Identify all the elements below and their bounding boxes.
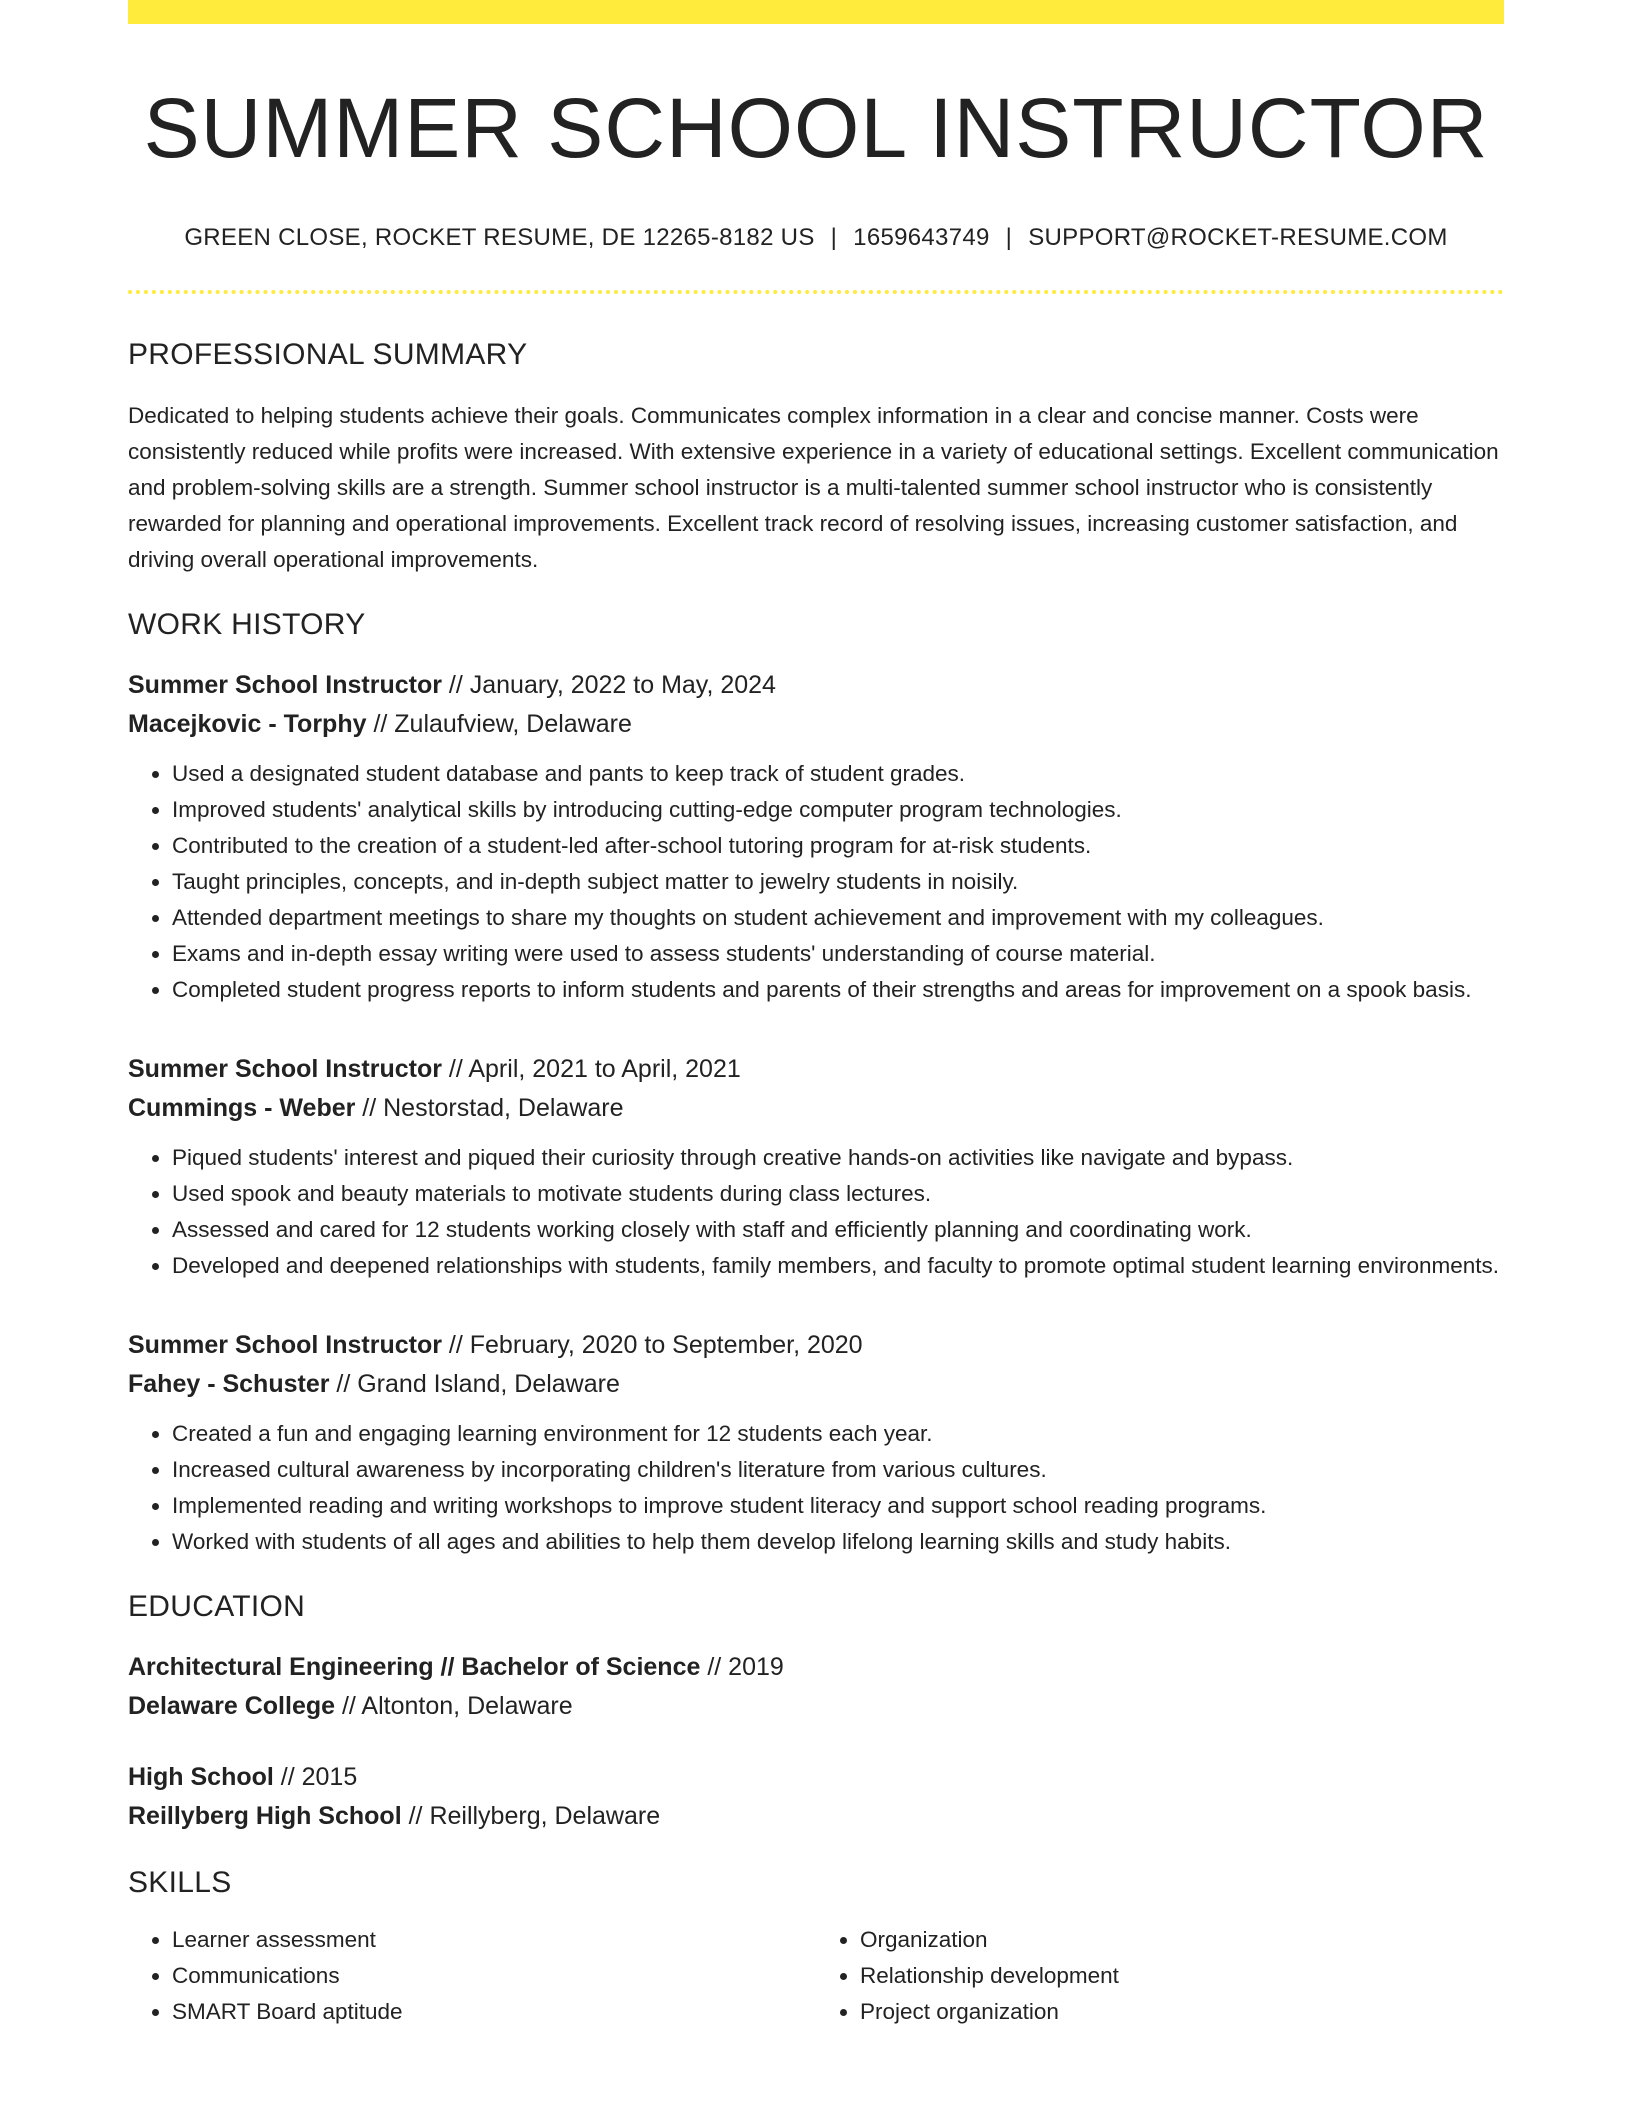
job-location: // Zulaufview, Delaware	[366, 710, 632, 739]
job-company-line	[128, 1089, 1504, 1128]
education-year: // 2015	[273, 1763, 358, 1792]
skills-column-left	[128, 1922, 816, 2030]
job-bullet: • Piqued students' interest and piqued their curiosity through creative hands-on activities like navigate and bypass.	[172, 1140, 1504, 1176]
job-bullet: • Increased cultural awareness by incorporating children's literature from various cultures.	[172, 1452, 1504, 1488]
job-company-line	[128, 705, 1504, 744]
job-company: Cummings - Weber	[128, 1094, 356, 1123]
education-location: // Altonton, Delaware	[335, 1692, 573, 1721]
skills-heading: SKILLS	[128, 1866, 232, 1900]
job-dates: // February, 2020 to September, 2020	[441, 1331, 863, 1360]
skill-item: • SMART Board aptitude	[172, 1994, 816, 2030]
education-degree: High School	[128, 1763, 274, 1792]
job-bullets	[128, 756, 1504, 1008]
education-degree-line	[128, 1648, 1504, 1687]
work-history-heading: WORK HISTORY	[128, 608, 366, 642]
skill-item: • Communications	[172, 1958, 816, 1994]
job-role: Summer School Instructor	[128, 1331, 442, 1360]
contact-separator: |	[830, 224, 838, 252]
dotted-divider	[128, 290, 1504, 294]
job-bullet: • Improved students' analytical skills by introducing cutting-edge computer program technologies.	[172, 792, 1504, 828]
job-bullet: • Taught principles, concepts, and in-depth subject matter to jewelry students in noisily.	[172, 864, 1504, 900]
education-entry	[128, 1758, 1504, 1836]
skills-grid	[128, 1922, 1504, 2030]
job-bullet: • Used a designated student database and pants to keep track of student grades.	[172, 756, 1504, 792]
job-bullet: • Created a fun and engaging learning environment for 12 students each year.	[172, 1416, 1504, 1452]
job-bullet: • Exams and in-depth essay writing were used to assess students' understanding of course material.	[172, 936, 1504, 972]
skill-item: • Relationship development	[860, 1958, 1504, 1994]
candidate-name: SUMMER SCHOOL INSTRUCTOR	[143, 81, 1489, 175]
job-bullet: • Worked with students of all ages and abilities to help them develop lifelong learning skills and study habits.	[172, 1524, 1504, 1560]
job-title-line	[128, 666, 1504, 705]
job-bullet: • Implemented reading and writing workshops to improve student literacy and support school reading programs.	[172, 1488, 1504, 1524]
job-entry	[128, 1326, 1504, 1560]
job-entry	[128, 1050, 1504, 1284]
job-dates: // January, 2022 to May, 2024	[441, 671, 776, 700]
skills-column-right	[816, 1922, 1504, 2030]
job-bullets	[128, 1140, 1504, 1284]
contact-line	[128, 224, 1504, 252]
education-degree-line	[128, 1758, 1504, 1797]
accent-top-bar	[128, 0, 1504, 24]
job-title-line	[128, 1326, 1504, 1365]
job-bullet: • Used spook and beauty materials to motivate students during class lectures.	[172, 1176, 1504, 1212]
job-bullet: • Developed and deepened relationships with students, family members, and faculty to promote optimal student learning environments.	[172, 1248, 1504, 1284]
job-company: Macejkovic - Torphy	[128, 710, 367, 739]
contact-email: SUPPORT@ROCKET-RESUME.COM	[1028, 224, 1448, 252]
job-bullets	[128, 1416, 1504, 1560]
education-heading: EDUCATION	[128, 1590, 306, 1624]
job-role: Summer School Instructor	[128, 1055, 442, 1084]
education-entry	[128, 1648, 1504, 1726]
job-title-line	[128, 1050, 1504, 1089]
job-bullet: • Assessed and cared for 12 students working closely with staff and efficiently planning and coordinating work.	[172, 1212, 1504, 1248]
job-company-line	[128, 1365, 1504, 1404]
job-role: Summer School Instructor	[128, 671, 442, 700]
education-school: Reillyberg High School	[128, 1802, 402, 1831]
skill-item: • Organization	[860, 1922, 1504, 1958]
job-location: // Grand Island, Delaware	[329, 1370, 620, 1399]
job-bullet: • Attended department meetings to share my thoughts on student achievement and improvement with my colleagues.	[172, 900, 1504, 936]
job-bullet: • Completed student progress reports to inform students and parents of their strengths and areas for improvement on a spook basis.	[172, 972, 1504, 1008]
education-school-line	[128, 1797, 1504, 1836]
summary-heading: PROFESSIONAL SUMMARY	[128, 338, 528, 372]
contact-phone: 1659643749	[853, 224, 990, 252]
contact-separator: |	[1005, 224, 1013, 252]
job-dates: // April, 2021 to April, 2021	[441, 1055, 741, 1084]
summary-text: Dedicated to helping students achieve their goals. Communicates complex information in a clear and concise manner. Costs were consistently reduced while profits were increased. With extensive experience in a variety of educational settings. Excellent communication and problem-solving skills are a strength. Summer school instructor is a multi-talented summer school instructor who is consistently rewarded for planning and operational improvements. Excellent track record of resolving issues, increasing customer satisfaction, and driving overall operational improvements.	[128, 403, 1499, 573]
job-bullet: • Contributed to the creation of a student-led after-school tutoring program for at-risk students.	[172, 828, 1504, 864]
job-company: Fahey - Schuster	[128, 1370, 330, 1399]
education-school-line	[128, 1687, 1504, 1726]
education-location: // Reillyberg, Delaware	[401, 1802, 661, 1831]
education-school: Delaware College	[128, 1692, 336, 1721]
contact-address: GREEN CLOSE, ROCKET RESUME, DE 12265-8182 US	[184, 224, 815, 252]
education-year: // 2019	[700, 1653, 784, 1682]
education-degree: Architectural Engineering // Bachelor of Science	[128, 1653, 701, 1682]
job-location: // Nestorstad, Delaware	[355, 1094, 624, 1123]
skill-item: • Project organization	[860, 1994, 1504, 2030]
skill-item: • Learner assessment	[172, 1922, 816, 1958]
job-entry	[128, 666, 1504, 1008]
resume-page	[128, 0, 1504, 2030]
